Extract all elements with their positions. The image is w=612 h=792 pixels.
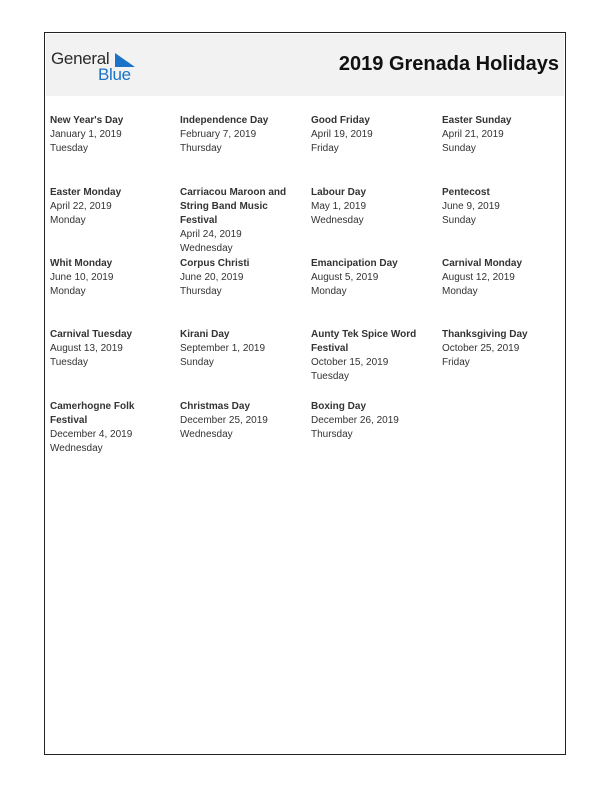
holiday-item [311, 328, 423, 384]
holiday-date: June 20, 2019 [180, 272, 244, 283]
holiday-name: Carnival Tuesday [50, 329, 133, 340]
holiday-weekday: Friday [311, 143, 339, 154]
holiday-item [50, 328, 175, 370]
logo-general-text: General [51, 49, 110, 68]
holiday-weekday: Wednesday [180, 429, 233, 440]
holiday-item [50, 400, 150, 456]
holiday-name: Easter Monday [50, 187, 122, 198]
holiday-name: Christmas Day [180, 401, 251, 412]
holiday-weekday: Wednesday [50, 443, 103, 454]
holiday-date: May 1, 2019 [311, 201, 367, 212]
holiday-weekday: Sunday [442, 215, 476, 226]
holiday-name: Boxing Day [311, 401, 367, 412]
holiday-date: June 9, 2019 [442, 201, 500, 212]
page-title: 2019 Grenada Holidays [338, 53, 559, 75]
holiday-item [50, 114, 175, 156]
holiday-date: December 4, 2019 [50, 429, 133, 440]
holiday-weekday: Wednesday [180, 243, 233, 254]
holiday-date: April 22, 2019 [50, 201, 112, 212]
holiday-name: Easter Sunday [442, 115, 512, 126]
holiday-item [50, 257, 175, 299]
holiday-weekday: Thursday [180, 143, 222, 154]
holiday-date: April 24, 2019 [180, 229, 242, 240]
holiday-item [442, 257, 567, 299]
holiday-name: Kirani Day [180, 329, 230, 340]
holiday-date: April 21, 2019 [442, 129, 504, 140]
holiday-item [311, 114, 436, 156]
holiday-name: Whit Monday [50, 258, 113, 269]
holiday-weekday: Tuesday [50, 143, 88, 154]
holiday-date: December 25, 2019 [180, 415, 268, 426]
holiday-weekday: Monday [442, 286, 478, 297]
holiday-date: April 19, 2019 [311, 129, 373, 140]
holiday-name: Carriacou Maroon and String Band Music Festival [180, 187, 287, 226]
holiday-name: Pentecost [442, 187, 490, 198]
holiday-name: Thanksgiving Day [442, 329, 528, 340]
holiday-name: Carnival Monday [442, 258, 523, 269]
holiday-name: New Year's Day [50, 115, 124, 126]
holiday-date: June 10, 2019 [50, 272, 114, 283]
holiday-item [442, 328, 567, 370]
holiday-date: August 13, 2019 [50, 343, 123, 354]
holiday-item [311, 257, 436, 299]
holiday-name: Aunty Tek Spice Word Festival [311, 329, 417, 354]
holiday-date: February 7, 2019 [180, 129, 257, 140]
holiday-weekday: Thursday [180, 286, 222, 297]
holiday-date: September 1, 2019 [180, 343, 266, 354]
holiday-weekday: Sunday [442, 143, 476, 154]
holiday-item [180, 114, 305, 156]
holiday-name: Independence Day [180, 115, 269, 126]
holiday-weekday: Wednesday [311, 215, 364, 226]
holiday-item [180, 328, 305, 370]
logo-blue-text: Blue [98, 65, 131, 84]
holiday-weekday: Thursday [311, 429, 353, 440]
holiday-name: Labour Day [311, 187, 367, 198]
holiday-weekday: Friday [442, 357, 470, 368]
holiday-date: August 5, 2019 [311, 272, 379, 283]
generalblue-logo [51, 49, 141, 85]
holiday-weekday: Tuesday [50, 357, 88, 368]
holiday-item [442, 114, 567, 156]
holiday-item [180, 186, 292, 256]
holiday-name: Good Friday [311, 115, 370, 126]
holiday-weekday: Sunday [180, 357, 214, 368]
holiday-name: Corpus Christi [180, 258, 250, 269]
holiday-item [311, 400, 436, 442]
holiday-date: October 15, 2019 [311, 357, 389, 368]
holiday-weekday: Monday [311, 286, 347, 297]
holiday-date: October 25, 2019 [442, 343, 520, 354]
holiday-item [50, 186, 175, 228]
holiday-name: Emancipation Day [311, 258, 398, 269]
holiday-weekday: Monday [50, 286, 86, 297]
holiday-date: January 1, 2019 [50, 129, 122, 140]
holiday-date: December 26, 2019 [311, 415, 399, 426]
holiday-item [311, 186, 436, 228]
holiday-weekday: Monday [50, 215, 86, 226]
holiday-item [180, 400, 305, 442]
holiday-item [180, 257, 305, 299]
header [46, 34, 564, 96]
holiday-date: August 12, 2019 [442, 272, 515, 283]
holiday-weekday: Tuesday [311, 371, 349, 382]
holiday-item [442, 186, 567, 228]
holiday-name: Camerhogne Folk Festival [50, 401, 135, 426]
